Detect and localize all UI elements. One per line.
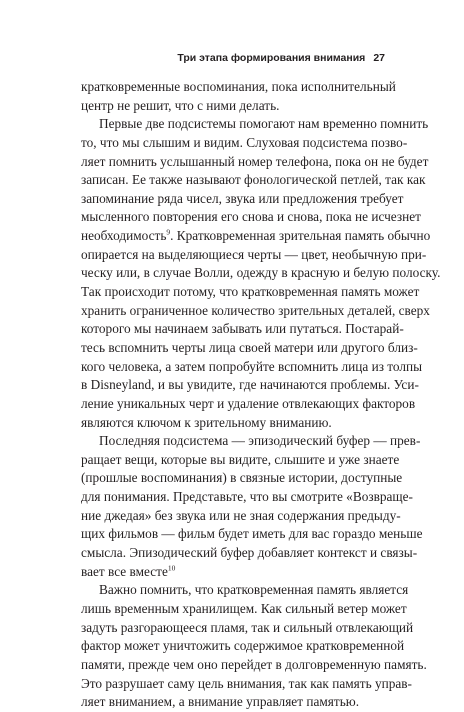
text-line: смысла. Эпизодический буфер добавляет контекст и связы- [81,545,418,561]
text-line: щих фильмов — фильм будет иметь для вас гораздо меньше [81,526,423,542]
text-line: центр не решит, что с ними делать. [81,97,280,113]
text-line: для понимания. Представьте, что вы смотрите «Возвраще- [81,489,413,505]
text-line: хранить ограниченное количество зрительных деталей, сверх [81,302,430,318]
text-line: ние джедая» без звука или не зная содержания предыду- [81,507,401,523]
paragraph-3 [81,432,423,581]
text-line: являются ключом к зрительному вниманию. [81,414,332,430]
text-line: кратковременные воспоминания, пока исполнительный [81,79,396,94]
running-header [177,52,385,64]
text-line: мысленного повторения его снова и снова, пока не исчезнет [81,209,421,225]
text-line: ращает вещи, которые вы видите, слышите и уже знаете [81,451,400,467]
text-fragment: необходимость [81,228,167,244]
text-line: записан. Ее также называют фонологической петлей, так как [81,172,426,188]
chapter-title: Три этапа формирования внимания [177,52,366,64]
text-line: которого мы начинаем забывать или путаться. Постарай- [81,321,404,337]
body-text [81,78,441,712]
text-line: ляет вниманием, а внимание управляет памятью. [81,694,360,710]
text-line: задуть разгорающееся пламя, так и сильный отвлекающий [81,619,414,635]
text-line: запоминание ряда чисел, звука или предложения требует [81,190,404,206]
footnote-ref[interactable]: 9 [166,227,171,237]
text-line [81,563,385,582]
text-line: ляет помнить услышанный номер телефона, пока он не будет [81,153,429,169]
text-fragment: . Кратковременная зрительная память обычно [170,228,431,244]
text-line: то, что мы слышим и видим. Слуховая подсистема позво- [81,134,408,150]
text-line: в Disneyland, и вы увидите, где начинаются проблемы. Уси- [81,377,419,393]
text-line: Последняя подсистема — эпизодический буфер — прев- [99,433,421,449]
text-line: Так происходит потому, что кратковременная память может [81,284,420,300]
text-line: фактор может уничтожить содержимое кратковременной [81,638,405,654]
text-line: опирается на выделяющиеся черты — цвет, необычную при- [81,246,427,262]
page-number: 27 [373,52,385,64]
text-line: лишь временным хранилищем. Как сильный ветер может [81,600,407,616]
text-line: ление уникальных черт и удаление отвлекающих факторов [81,395,416,411]
text-line [81,227,431,246]
text-line: памяти, прежде чем оно перейдет в долговременную память. [81,656,427,672]
paragraph-4 [81,581,427,711]
paragraph-1 [81,78,396,115]
text-line: Это разрушает саму цель внимания, так как память управ- [81,675,412,691]
text-line: кого человека, а затем попробуйте вспомнить лица из толпы [81,358,423,374]
paragraph-2 [81,115,441,432]
text-fragment: вает все вместе [81,563,168,579]
text-line: ческу или, в случае Волли, одежду в красную и белую полоску. [81,265,441,281]
text-line: Первые две подсистемы помогают нам временно помнить [99,116,429,132]
text-line: Важно помнить, что кратковременная память является [99,582,409,598]
footnote-ref[interactable]: 10 [167,563,176,573]
text-line: тесь вспомнить черты лица своей матери или другого близ- [81,339,418,355]
text-line: (прошлые воспоминания) в связные истории, доступные [81,470,403,486]
